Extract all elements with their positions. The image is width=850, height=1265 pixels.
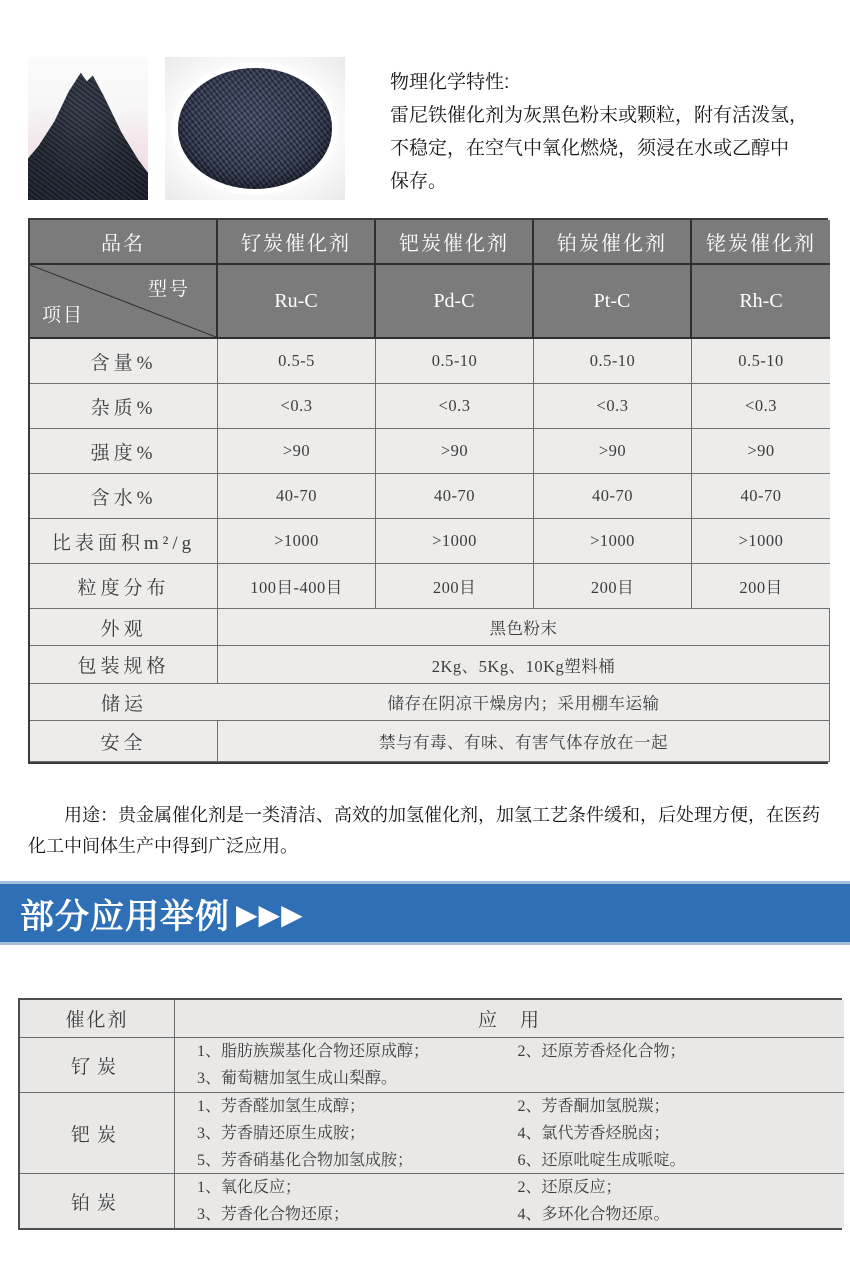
raney-granules-photo [165,57,345,200]
spec-table [28,218,828,764]
app-item: 5、芳香硝基化合物加氢成胺； [197,1151,414,1169]
app-item: 4、多环化合物还原。 [517,1206,670,1223]
spec-row-label: 含水% [30,474,218,519]
app-items-cell [175,1038,844,1093]
app-item: 3、芳香腈还原生成胺； [197,1124,366,1142]
spec-value: 40-70 [218,474,376,519]
spec-header-product: 铑炭催化剂 [692,220,830,265]
app-item: 3、芳香化合物还原； [197,1206,350,1223]
granule-heap-shape [178,68,333,188]
spec-span-value: 禁与有毒、有味、有害气体存放在一起 [218,721,830,762]
properties-line: 不稳定，在空气中氧化燃烧，须浸在水或乙醇中 [390,138,790,159]
app-items-cell [175,1093,844,1174]
spec-value: >1000 [218,519,376,564]
spec-header-name: 品名 [30,220,218,265]
spec-row-label: 安全 [30,721,218,762]
app-item: 4、氯代芳香烃脱卤； [517,1124,670,1142]
spec-span-value: 黑色粉末 [218,609,830,646]
spec-row-label: 粒度分布 [30,564,218,609]
spec-value: <0.3 [692,384,830,429]
spec-header-product: 钌炭催化剂 [218,220,376,265]
app-header-application: 应 用 [175,1000,844,1038]
spec-value: >90 [692,429,830,474]
spec-value: <0.3 [218,384,376,429]
app-catalyst: 钌炭 [20,1038,175,1093]
spec-value: 0.5-5 [218,339,376,384]
spec-value: >90 [534,429,692,474]
banner-title: 部分应用举例 [20,897,230,936]
spec-header-product: 铂炭催化剂 [534,220,692,265]
spec-span-value: 2Kg、5Kg、10Kg塑料桶 [218,646,830,684]
raney-powder-photo [28,57,148,200]
spec-value: 200目 [692,564,830,609]
app-item: 2、还原反应； [517,1179,622,1196]
powder-pile-shape [28,57,148,200]
properties-line: 雷尼铁催化剂为灰黑色粉末或颗粒，附有活泼氢， [390,105,809,126]
spec-row-label: 强度% [30,429,218,474]
spec-value: 200目 [376,564,534,609]
spec-span-value: 储存在阴凉干燥房内；采用棚车运输 [218,684,830,721]
app-items-cell [175,1174,844,1228]
spec-value: <0.3 [534,384,692,429]
properties-line: 保存。 [390,171,448,192]
app-item: 2、芳香酮加氢脱羰； [517,1097,670,1115]
spec-value: <0.3 [376,384,534,429]
spec-model: Rh-C [692,265,830,339]
triple-arrow-icon: ▶▶▶ [236,898,304,930]
physical-properties-text [390,66,838,198]
spec-value: >1000 [534,519,692,564]
spec-value: 40-70 [692,474,830,519]
app-header-catalyst: 催化剂 [20,1000,175,1038]
spec-row-label: 杂质% [30,384,218,429]
spec-corner-cell [30,265,218,339]
spec-value: 40-70 [376,474,534,519]
app-item: 6、还原吡啶生成哌啶。 [517,1151,686,1169]
spec-row-label: 含量% [30,339,218,384]
spec-row-label: 包装规格 [30,646,218,684]
spec-value: 0.5-10 [376,339,534,384]
spec-value: >90 [218,429,376,474]
spec-row-label: 比表面积m²/g [30,519,218,564]
spec-value: >90 [376,429,534,474]
spec-value: 0.5-10 [534,339,692,384]
app-item: 1、芳香醛加氢生成醇； [197,1097,366,1115]
spec-model: Pt-C [534,265,692,339]
spec-value: >1000 [376,519,534,564]
application-table [18,998,842,1230]
spec-model: Ru-C [218,265,376,339]
app-catalyst: 钯炭 [20,1093,175,1174]
app-item: 3、葡萄糖加氢生成山梨醇。 [197,1070,398,1087]
spec-header-product: 钯炭催化剂 [376,220,534,265]
app-catalyst: 铂炭 [20,1174,175,1228]
spec-row-label: 外观 [30,609,218,646]
usage-paragraph: 用途：贵金属催化剂是一类清洁、高效的加氢催化剂，加氢工艺条件缓和，后处理方便，在医药化工中间体生产中得到广泛应用。 [28,805,820,856]
app-item: 1、脂肪族羰基化合物还原成醇； [197,1043,430,1060]
corner-item-label: 项目 [42,305,85,326]
properties-title: 物理化学特性: [390,72,510,93]
spec-value: 100目-400目 [218,564,376,609]
spec-value: >1000 [692,519,830,564]
corner-model-label: 型号 [147,279,190,300]
spec-value: 0.5-10 [692,339,830,384]
spec-row-label: 储运 [30,684,218,721]
app-item: 1、氧化反应； [197,1179,302,1196]
spec-model: Pd-C [376,265,534,339]
applications-banner [0,881,850,945]
app-item: 2、还原芳香烃化合物； [517,1043,686,1060]
spec-value: 200目 [534,564,692,609]
spec-value: 40-70 [534,474,692,519]
